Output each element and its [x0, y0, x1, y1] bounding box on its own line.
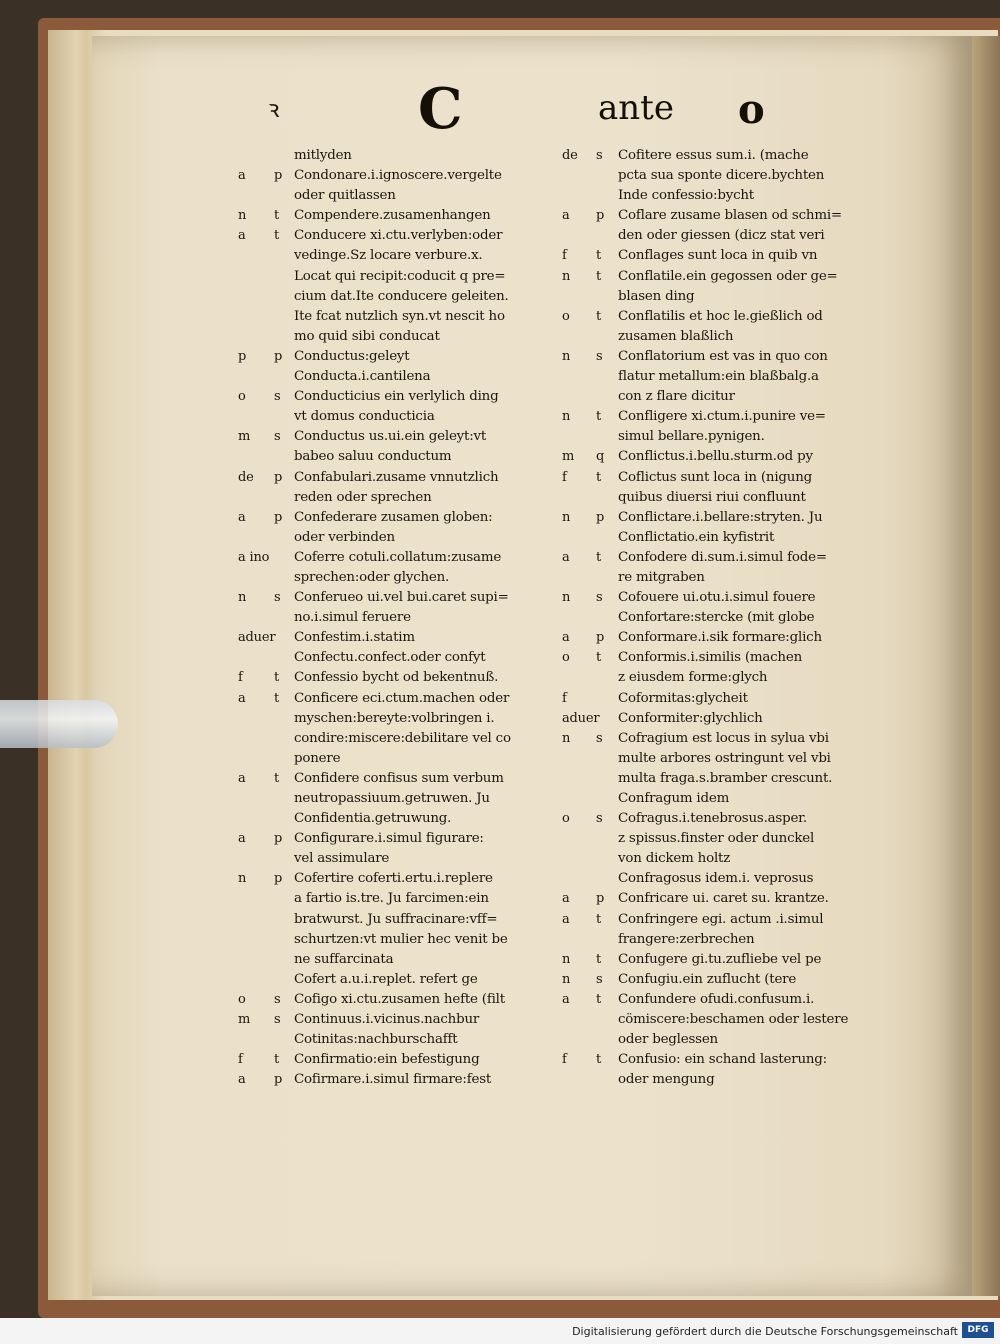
entry-text: re mitgraben	[618, 569, 705, 585]
entry-text: z eiusdem forme:glych	[618, 670, 768, 686]
margin-sub-label: t	[596, 951, 602, 967]
dictionary-line	[238, 689, 558, 709]
margin-label: f	[238, 670, 243, 686]
margin-label: a	[238, 228, 246, 244]
entry-text: sprechen:oder glychen.	[294, 569, 450, 585]
margin-label: f	[562, 248, 567, 264]
entry-text: ne suffarcinata	[294, 951, 394, 967]
entry-text: Confidentia.getruwung.	[294, 811, 452, 827]
entry-text: Conformare.i.sik formare:glich	[618, 630, 822, 646]
entry-text: Confortare:stercke (mit globe	[618, 610, 815, 626]
entry-text: Confugere gi.tu.zufliebe vel pe	[618, 951, 822, 967]
entry-text: Inde confessio:bycht	[618, 188, 754, 204]
margin-label: n	[562, 590, 571, 606]
margin-label: a	[238, 831, 246, 847]
dictionary-line	[238, 307, 558, 327]
entry-text: Confidere confisus sum verbum	[294, 770, 504, 786]
dictionary-line	[238, 628, 558, 648]
dictionary-line	[562, 930, 882, 950]
entry-text: Conflatorium est vas in quo con	[618, 348, 828, 364]
entry-text: frangere:zerbrechen	[618, 931, 755, 947]
dictionary-line	[562, 166, 882, 186]
dictionary-line	[238, 709, 558, 729]
dictionary-line	[562, 367, 882, 387]
entry-text: Cofragium est locus in sylua vbi	[618, 730, 829, 746]
entry-text: Confragosus idem.i. veprosus	[618, 871, 814, 887]
margin-label: m	[238, 429, 251, 445]
entry-text: Confirmatio:ein befestigung	[294, 1052, 480, 1068]
header-folio: o	[738, 86, 765, 133]
margin-sub-label: p	[596, 630, 605, 646]
dictionary-line	[562, 387, 882, 407]
dictionary-line	[562, 427, 882, 447]
entry-text: oder quitlassen	[294, 188, 396, 204]
dictionary-line	[562, 568, 882, 588]
margin-sub-label: t	[274, 670, 280, 686]
margin-label: n	[562, 971, 571, 987]
funding-credit: Digitalisierung gefördert durch die Deutsche Forschungsgemeinschaft	[572, 1325, 958, 1338]
margin-sub-label: q	[596, 449, 605, 465]
dictionary-line	[562, 508, 882, 528]
entry-text: flatur metallum:ein blaßbalg.a	[618, 369, 819, 385]
entry-text: Cofitere essus sum.i. (mache	[618, 148, 809, 163]
margin-sub-label: s	[274, 389, 281, 405]
header-letter: C	[418, 76, 463, 142]
entry-text: Conductus us.ui.ein geleyt:vt	[294, 429, 487, 445]
dictionary-line	[238, 910, 558, 930]
entry-text: blasen ding	[618, 288, 695, 304]
dictionary-line	[238, 648, 558, 668]
entry-text: zusamen blaßlich	[618, 328, 734, 344]
margin-sub-label: s	[596, 148, 603, 163]
dictionary-line	[562, 287, 882, 307]
dictionary-line	[562, 729, 882, 749]
dictionary-line	[238, 849, 558, 869]
margin-label: p	[238, 348, 247, 364]
entry-text: Conflictatio.ein kyfistrit	[618, 529, 775, 545]
dictionary-line	[562, 347, 882, 367]
margin-label: f	[562, 1052, 567, 1068]
dictionary-line	[562, 588, 882, 608]
entry-text: Cotinitas:nachburschafft	[294, 1032, 458, 1048]
margin-label: a ino	[238, 549, 270, 565]
dictionary-line	[238, 407, 558, 427]
entry-text: Confragum idem	[618, 791, 730, 806]
entry-text: Confestim.i.statim	[294, 630, 415, 646]
entry-text: condire:miscere:debilitare vel co	[294, 730, 511, 746]
gutter-strip	[972, 36, 1000, 1296]
dictionary-line	[562, 146, 882, 166]
margin-label: aduer	[238, 630, 276, 646]
margin-label: o	[562, 308, 570, 324]
right-column	[562, 146, 882, 1090]
entry-text: quibus diuersi riui confluunt	[618, 489, 806, 505]
margin-sub-label: t	[596, 650, 602, 666]
entry-text: a fartio is.tre. Ju farcimen:ein	[294, 891, 489, 907]
dictionary-line	[238, 1010, 558, 1030]
margin-sub-label: s	[274, 991, 281, 1007]
margin-sub-label: t	[274, 1052, 280, 1068]
margin-label: n	[238, 590, 247, 606]
dictionary-line	[562, 789, 882, 809]
header-mark: ꝛ	[268, 95, 280, 123]
margin-label: n	[562, 951, 571, 967]
entry-text: multe arbores ostringunt vel vbi	[618, 750, 831, 766]
margin-sub-label: t	[596, 911, 602, 927]
dictionary-line	[238, 749, 558, 769]
dictionary-line	[238, 588, 558, 608]
dictionary-line	[562, 970, 882, 990]
dictionary-line	[562, 226, 882, 246]
margin-label: n	[562, 348, 571, 364]
dictionary-line	[238, 186, 558, 206]
entry-text: Conflatilis et hoc le.gießlich od	[618, 308, 823, 324]
dictionary-line	[238, 568, 558, 588]
entry-text: Confricare ui. caret su. krantze.	[618, 891, 829, 907]
margin-label: n	[562, 268, 571, 284]
dictionary-line	[238, 1070, 558, 1090]
dictionary-line	[238, 447, 558, 467]
margin-sub-label: s	[596, 348, 603, 364]
margin-sub-label: p	[596, 891, 605, 907]
margin-sub-label: p	[274, 831, 283, 847]
margin-sub-label: t	[274, 228, 280, 244]
dictionary-line	[562, 407, 882, 427]
dictionary-line	[562, 206, 882, 226]
entry-text: no.i.simul feruere	[294, 610, 411, 626]
dictionary-line	[562, 327, 882, 347]
entry-text: cium dat.Ite conducere geleiten.	[294, 288, 509, 304]
dictionary-line	[238, 889, 558, 909]
dictionary-line	[238, 508, 558, 528]
entry-text: von dickem holtz	[618, 851, 731, 867]
dictionary-line	[562, 468, 882, 488]
entry-text: myschen:bereyte:volbringen i.	[294, 710, 495, 726]
margin-sub-label: t	[274, 770, 280, 786]
dictionary-line	[238, 146, 558, 166]
entry-text: Locat qui recipit:coducit q pre=	[294, 268, 506, 284]
margin-label: n	[238, 208, 247, 224]
entry-text: Conductus:geleyt	[294, 348, 410, 364]
entry-text: Confabulari.zusame vnnutzlich	[294, 469, 499, 485]
entry-text: Conducta.i.cantilena	[294, 369, 431, 385]
left-column	[238, 146, 558, 1090]
dictionary-line	[562, 950, 882, 970]
entry-text: oder mengung	[618, 1072, 715, 1088]
entry-text: Ite fcat nutzlich syn.vt nescit ho	[294, 308, 505, 324]
entry-text: Continuus.i.vicinus.nachbur	[294, 1012, 480, 1028]
dictionary-line	[238, 809, 558, 829]
dictionary-line	[562, 889, 882, 909]
dictionary-line	[238, 166, 558, 186]
dictionary-line	[238, 608, 558, 628]
margin-sub-label: s	[274, 1012, 281, 1028]
entry-text: Cofirmare.i.simul firmare:fest	[294, 1072, 492, 1088]
margin-sub-label: t	[596, 409, 602, 425]
margin-label: a	[562, 549, 570, 565]
dictionary-line	[562, 769, 882, 789]
entry-text: Cofragus.i.tenebrosus.asper.	[618, 811, 807, 827]
dictionary-line	[238, 1050, 558, 1070]
margin-label: a	[562, 630, 570, 646]
dictionary-line	[238, 729, 558, 749]
dictionary-line	[562, 849, 882, 869]
margin-label: aduer	[562, 710, 600, 726]
margin-sub-label: t	[274, 208, 280, 224]
margin-label: a	[562, 991, 570, 1007]
dictionary-line	[562, 829, 882, 849]
entry-text: Conformiter:glychlich	[618, 710, 763, 726]
entry-text: Coformitas:glycheit	[618, 690, 748, 706]
entry-text: z spissus.finster oder dunckel	[618, 831, 815, 847]
entry-text: oder beglessen	[618, 1032, 718, 1048]
entry-text: Conflictare.i.bellare:stryten. Ju	[618, 509, 823, 525]
entry-text: Conficere eci.ctum.machen oder	[294, 690, 510, 706]
margin-sub-label: p	[274, 1072, 283, 1088]
page-header	[0, 76, 1000, 142]
dictionary-line	[238, 287, 558, 307]
dictionary-line	[562, 709, 882, 729]
margin-sub-label: s	[274, 429, 281, 445]
dictionary-line	[562, 267, 882, 287]
entry-text: Conducticius ein verlylich ding	[294, 389, 499, 405]
entry-text: Conformis.i.similis (machen	[618, 650, 803, 666]
margin-sub-label: t	[596, 549, 602, 565]
margin-label: o	[238, 991, 246, 1007]
dictionary-line	[238, 246, 558, 266]
margin-label: m	[562, 449, 575, 465]
dictionary-line	[562, 869, 882, 889]
margin-label: a	[562, 208, 570, 224]
dictionary-line	[562, 528, 882, 548]
dictionary-line	[562, 447, 882, 467]
dictionary-line	[562, 749, 882, 769]
margin-label: de	[562, 148, 578, 163]
margin-sub-label: p	[596, 509, 605, 525]
entry-text: babeo saluu conductum	[294, 449, 452, 465]
margin-sub-label: p	[274, 871, 283, 887]
entry-text: Coflare zusame blasen od schmi=	[618, 208, 842, 224]
margin-sub-label: p	[274, 469, 283, 485]
margin-label: a	[238, 168, 246, 184]
entry-text: Cofigo xi.ctu.zusamen hefte (filt	[294, 991, 505, 1007]
margin-sub-label: p	[274, 509, 283, 525]
dictionary-line	[562, 1050, 882, 1070]
margin-label: o	[562, 650, 570, 666]
dictionary-line	[562, 648, 882, 668]
dictionary-line	[238, 950, 558, 970]
entry-text: Conferueo ui.vel bui.caret supi=	[294, 590, 509, 606]
dictionary-line	[238, 548, 558, 568]
margin-label: a	[238, 509, 246, 525]
entry-text: Confodere di.sum.i.simul fode=	[618, 549, 827, 565]
dictionary-line	[238, 789, 558, 809]
margin-sub-label: t	[596, 469, 602, 485]
entry-text: Conflictus.i.bellu.sturm.od py	[618, 449, 813, 465]
entry-text: Cofertire coferti.ertu.i.replere	[294, 871, 493, 887]
dictionary-line	[562, 307, 882, 327]
entry-text: bratwurst. Ju suffracinare:vff=	[294, 911, 498, 927]
entry-text: simul bellare.pynigen.	[618, 429, 765, 445]
entry-text: Confundere ofudi.confusum.i.	[618, 991, 815, 1007]
entry-text: neutropassiuum.getruwen. Ju	[294, 791, 490, 806]
dictionary-line	[562, 689, 882, 709]
dictionary-line	[562, 1030, 882, 1050]
dictionary-line	[238, 990, 558, 1010]
entry-text: Condonare.i.ignoscere.vergelte	[294, 168, 502, 184]
dictionary-line	[238, 347, 558, 367]
entry-text: Confugiu.ein zuflucht (tere	[618, 971, 797, 987]
margin-sub-label: t	[596, 308, 602, 324]
dictionary-line	[562, 1010, 882, 1030]
entry-text: Confligere xi.ctum.i.punire ve=	[618, 409, 826, 425]
dictionary-line	[238, 387, 558, 407]
entry-text: Coferre cotuli.collatum:zusame	[294, 549, 502, 565]
entry-text: multa fraga.s.bramber crescunt.	[618, 770, 833, 786]
dictionary-line	[562, 608, 882, 628]
margin-label: a	[238, 690, 246, 706]
entry-text: con z flare dicitur	[618, 389, 735, 405]
dictionary-line	[562, 1070, 882, 1090]
dictionary-line	[238, 267, 558, 287]
dictionary-line	[238, 367, 558, 387]
margin-sub-label: s	[596, 730, 603, 746]
entry-text: ponere	[294, 750, 341, 766]
margin-sub-label: t	[596, 1052, 602, 1068]
margin-sub-label: s	[596, 971, 603, 987]
dictionary-line	[562, 809, 882, 829]
dictionary-line	[238, 427, 558, 447]
dictionary-line	[238, 970, 558, 990]
entry-text: Confectu.confect.oder confyt	[294, 650, 486, 666]
entry-text: Conducere xi.ctu.verlyben:oder	[294, 228, 503, 244]
margin-label: de	[238, 469, 254, 485]
dictionary-line	[562, 186, 882, 206]
dictionary-line	[562, 548, 882, 568]
margin-sub-label: t	[596, 268, 602, 284]
dictionary-line	[562, 990, 882, 1010]
entry-text: cömiscere:beschamen oder lestere	[618, 1012, 849, 1028]
dictionary-line	[562, 910, 882, 930]
entry-text: Confusio: ein schand lasterung:	[618, 1052, 827, 1068]
entry-text: vel assimulare	[294, 851, 390, 867]
dictionary-line	[238, 668, 558, 688]
entry-text: oder verbinden	[294, 529, 395, 545]
margin-label: f	[238, 1052, 243, 1068]
margin-label: a	[238, 1072, 246, 1088]
margin-label: o	[238, 389, 246, 405]
dictionary-line	[238, 829, 558, 849]
entry-text: schurtzen:vt mulier hec venit be	[294, 931, 508, 947]
margin-label: a	[562, 891, 570, 907]
dictionary-line	[238, 226, 558, 246]
margin-sub-label: p	[596, 208, 605, 224]
dictionary-line	[238, 930, 558, 950]
margin-sub-label: p	[274, 168, 283, 184]
entry-text: Confederare zusamen globen:	[294, 509, 493, 525]
entry-text: Conflages sunt loca in quib vn	[618, 248, 818, 264]
margin-sub-label: t	[596, 991, 602, 1007]
margin-label: n	[562, 509, 571, 525]
entry-text: Confessio bycht od bekentnuß.	[294, 670, 499, 686]
margin-label: a	[562, 911, 570, 927]
dfg-logo: DFG	[962, 1322, 994, 1338]
margin-label: o	[562, 811, 570, 827]
margin-label: a	[238, 770, 246, 786]
entry-text: mo quid sibi conducat	[294, 328, 440, 344]
dictionary-line	[238, 468, 558, 488]
entry-text: vt domus conducticia	[294, 409, 435, 425]
margin-sub-label: t	[274, 690, 280, 706]
entry-text: Cofouere ui.otu.i.simul fouere	[618, 590, 816, 606]
entry-text: Cofert a.u.i.replet. refert ge	[294, 971, 478, 987]
margin-sub-label: s	[596, 590, 603, 606]
margin-label: n	[238, 871, 247, 887]
entry-text: Coflictus sunt loca in (nigung	[618, 469, 812, 485]
margin-sub-label: s	[274, 590, 281, 606]
entry-text: Confringere egi. actum .i.simul	[618, 911, 824, 927]
dictionary-line	[562, 628, 882, 648]
dictionary-line	[238, 206, 558, 226]
margin-label: n	[562, 730, 571, 746]
dictionary-line	[238, 869, 558, 889]
entry-text: Configurare.i.simul figurare:	[294, 831, 484, 847]
dictionary-line	[562, 488, 882, 508]
dictionary-line	[238, 1030, 558, 1050]
dictionary-line	[238, 528, 558, 548]
entry-text: den oder giessen (dicz stat veri	[618, 228, 825, 244]
margin-label: n	[562, 409, 571, 425]
dictionary-line	[238, 327, 558, 347]
margin-sub-label: p	[274, 348, 283, 364]
entry-text: Compendere.zusamenhangen	[294, 208, 491, 224]
entry-text: mitlyden	[294, 148, 352, 163]
dictionary-line	[562, 668, 882, 688]
margin-label: f	[562, 690, 567, 706]
book-clasp	[0, 700, 118, 748]
entry-text: vedinge.Sz locare verbure.x.	[294, 248, 483, 264]
entry-text: pcta sua sponte dicere.bychten	[618, 168, 825, 184]
margin-label: f	[562, 469, 567, 485]
dictionary-line	[238, 769, 558, 789]
dictionary-line	[238, 488, 558, 508]
margin-sub-label: s	[596, 811, 603, 827]
margin-sub-label: t	[596, 248, 602, 264]
header-word: ante	[598, 88, 674, 128]
entry-text: reden oder sprechen	[294, 489, 432, 505]
dictionary-line	[562, 246, 882, 266]
entry-text: Conflatile.ein gegossen oder ge=	[618, 268, 838, 284]
margin-label: m	[238, 1012, 251, 1028]
